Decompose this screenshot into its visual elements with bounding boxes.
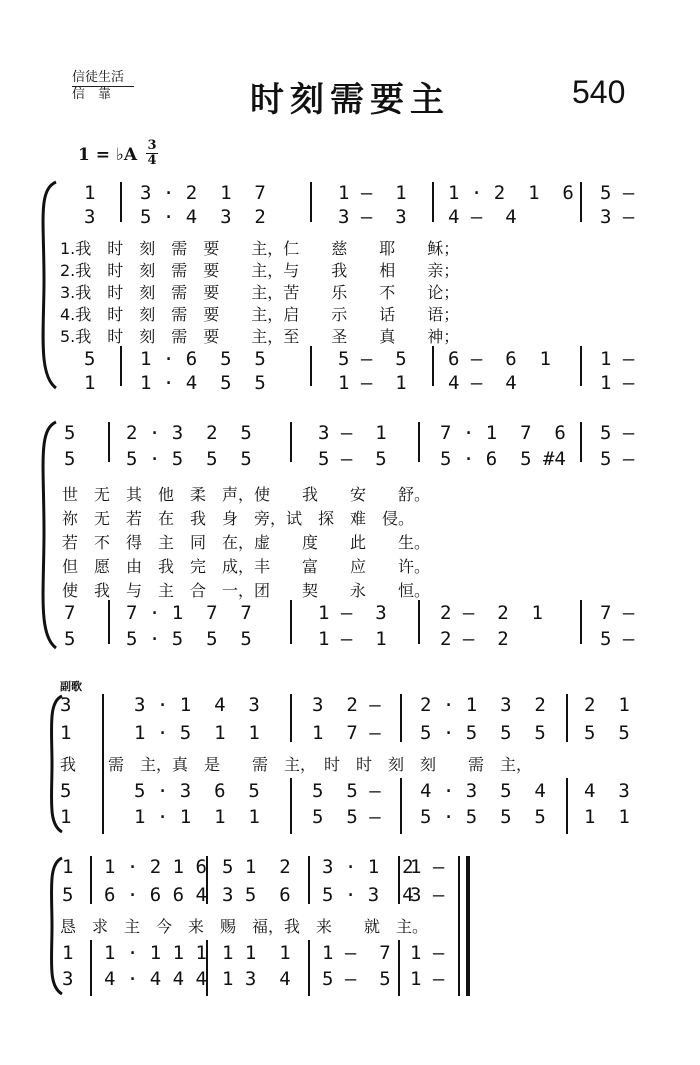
barline [580, 182, 582, 222]
barline [400, 778, 402, 834]
barline [418, 600, 420, 644]
bass-note: 5 – [600, 628, 635, 650]
soprano-note: 3 · 2 1 7 [140, 182, 266, 204]
bass-note: 5 · 5 5 5 [420, 806, 546, 828]
alto-note: 5 · 5 5 5 [420, 722, 546, 744]
alto-note: 1 [60, 722, 72, 744]
barline [432, 346, 434, 386]
verse-line: 但 愿 由 我 完 成，丰 富 应 许。 [62, 557, 431, 576]
alto-note: 5 – 5 [318, 448, 387, 470]
barline [432, 182, 434, 222]
barline [580, 422, 582, 462]
alto-note: 3 – [600, 206, 635, 228]
tenor-note: 2 – 2 1 [440, 602, 543, 624]
soprano-note: 1 – [410, 856, 445, 878]
soprano-note: 1 [62, 856, 74, 878]
bass-note: 4 – 4 [448, 372, 517, 394]
verse-line: 世 无 其 他 柔 声，使 我 安 舒。 [62, 485, 431, 504]
bass-note: 1 – [410, 968, 445, 990]
barline [108, 422, 110, 462]
final-barline-thick [466, 856, 470, 996]
barline [308, 856, 310, 904]
hymn-number: 540 [572, 74, 626, 110]
barline [90, 940, 92, 996]
tenor-note: 7 – [600, 602, 635, 624]
category-top: 信徒生活 [72, 70, 134, 87]
soprano-note: 1 [84, 182, 96, 204]
barline [310, 182, 312, 222]
bass-note: 1 [84, 372, 96, 394]
system-brace [30, 180, 60, 390]
barline [310, 346, 312, 386]
bass-note: 1 – [600, 372, 635, 394]
tenor-note: 5 [84, 348, 96, 370]
tenor-note: 5 [60, 780, 72, 802]
barline [398, 940, 400, 996]
alto-note: 5 [64, 448, 76, 470]
bass-note: 1 1 [584, 806, 630, 828]
barline [290, 778, 292, 834]
soprano-note: 3 [60, 694, 72, 716]
bass-note: 1 · 4 5 5 [140, 372, 266, 394]
final-barline-thin [458, 856, 460, 996]
soprano-note: 5 – [600, 422, 635, 444]
soprano-note: 3 2 – [312, 694, 381, 716]
tenor-note: 1 – 7 [322, 942, 391, 964]
barline [90, 856, 92, 904]
tenor-note: 6 – 6 1 [448, 348, 551, 370]
category-label [72, 70, 134, 103]
chorus-label: 副歌 [60, 680, 82, 693]
soprano-note: 3 – 1 [318, 422, 387, 444]
tenor-note: 7 · 1 7 7 [126, 602, 252, 624]
bass-note: 1 · 1 1 1 [134, 806, 260, 828]
soprano-note: 1 – 1 [338, 182, 407, 204]
alto-note: 6 · 6 6 4 [104, 884, 207, 906]
soprano-note: 1 · 2 1 6 [104, 856, 207, 878]
soprano-note: 5 1 2 [222, 856, 291, 878]
alto-note: 5 5 [584, 722, 630, 744]
hymn-title: 时刻需要主 [250, 80, 450, 120]
tenor-note: 1 [62, 942, 74, 964]
barline [290, 422, 292, 462]
verse-line: 5.我 时 刻 需 要 主，至 圣 真 神； [60, 327, 460, 346]
chorus-lyric: 恳 求 主 今 来 赐 福，我 来 就 主。 [60, 917, 429, 936]
barline [120, 346, 122, 386]
alto-note: 3 [84, 206, 96, 228]
bass-note: 5 [64, 628, 76, 650]
alto-note: 5 [62, 884, 74, 906]
system-brace [30, 420, 60, 650]
tenor-note: 5 · 3 6 5 [134, 780, 260, 802]
bass-note: 1 – 1 [318, 628, 387, 650]
tenor-note: 4 · 3 5 4 [420, 780, 546, 802]
verse-line: 使 我 与 主 合 一，团 契 永 恒。 [62, 581, 431, 600]
barline [566, 778, 568, 834]
time-bottom: 4 [147, 153, 157, 168]
time-signature [146, 140, 158, 167]
barline [290, 600, 292, 644]
barline [308, 940, 310, 996]
barline [580, 600, 582, 644]
tenor-note: 5 – 5 [338, 348, 407, 370]
bass-note: 5 – 5 [322, 968, 391, 990]
tenor-note: 4 3 [584, 780, 630, 802]
barline [290, 694, 292, 742]
bass-note: 5 · 5 5 5 [126, 628, 252, 650]
verse-line: 若 不 得 主 同 在，虚 度 此 生。 [62, 533, 431, 552]
barline [108, 600, 110, 644]
alto-note: 5 · 6 5 #4 [440, 448, 566, 470]
tenor-note: 1 · 6 5 5 [140, 348, 266, 370]
barline [418, 422, 420, 462]
alto-note: 4 – 4 [448, 206, 517, 228]
time-top: 3 [147, 138, 157, 153]
bass-note: 4 · 4 4 4 [104, 968, 207, 990]
soprano-note: 3 · 1 2 [322, 856, 414, 878]
alto-note: 3 – [410, 884, 445, 906]
bass-note: 5 5 – [312, 806, 381, 828]
verse-line: 祢 无 若 在 我 身 旁，试 探 难 侵。 [62, 509, 415, 528]
verse-line: 4.我 时 刻 需 要 主，启 示 话 语； [60, 305, 460, 324]
chorus-lyric: 我 需 主，真 是 需 主， 时 时 刻 刻 需 主， [60, 755, 533, 774]
alto-note: 1 · 5 1 1 [134, 722, 260, 744]
soprano-note: 7 · 1 7 6 [440, 422, 566, 444]
soprano-note: 2 · 1 3 2 [420, 694, 546, 716]
tenor-note: 1 · 1 1 1 [104, 942, 207, 964]
key-signature: 1 = ♭A [78, 145, 138, 165]
barline [120, 182, 122, 222]
barline [580, 346, 582, 386]
tenor-note: 7 [64, 602, 76, 624]
alto-note: 5 – [600, 448, 635, 470]
soprano-note: 1 · 2 1 6 [448, 182, 574, 204]
tenor-note: 1 – [600, 348, 635, 370]
verse-line: 3.我 时 刻 需 要 主，苦 乐 不 论； [60, 283, 460, 302]
soprano-note: 2 · 3 2 5 [126, 422, 252, 444]
tenor-note: 1 1 1 [222, 942, 291, 964]
barline [400, 694, 402, 742]
bass-note: 2 – 2 [440, 628, 509, 650]
alto-note: 3 5 6 [222, 884, 291, 906]
alto-note: 5 · 4 3 2 [140, 206, 266, 228]
bass-note: 1 – 1 [338, 372, 407, 394]
tenor-note: 1 – 3 [318, 602, 387, 624]
soprano-note: 5 [64, 422, 76, 444]
verse-line: 2.我 时 刻 需 要 主，与 我 相 亲； [60, 261, 460, 280]
barline [566, 694, 568, 742]
category-bottom: 信 靠 [72, 87, 112, 102]
bass-note: 1 [60, 806, 72, 828]
tenor-note: 5 5 – [312, 780, 381, 802]
soprano-note: 5 – [600, 182, 635, 204]
soprano-note: 3 · 1 4 3 [134, 694, 260, 716]
tenor-note: 1 – [410, 942, 445, 964]
alto-note: 3 – 3 [338, 206, 407, 228]
alto-note: 5 · 5 5 5 [126, 448, 252, 470]
alto-note: 5 · 3 4 [322, 884, 414, 906]
soprano-note: 2 1 [584, 694, 630, 716]
verse-line: 1.我 时 刻 需 要 主，仁 慈 耶 稣； [60, 239, 460, 258]
bass-note: 1 3 4 [222, 968, 291, 990]
bass-note: 3 [62, 968, 74, 990]
alto-note: 1 7 – [312, 722, 381, 744]
